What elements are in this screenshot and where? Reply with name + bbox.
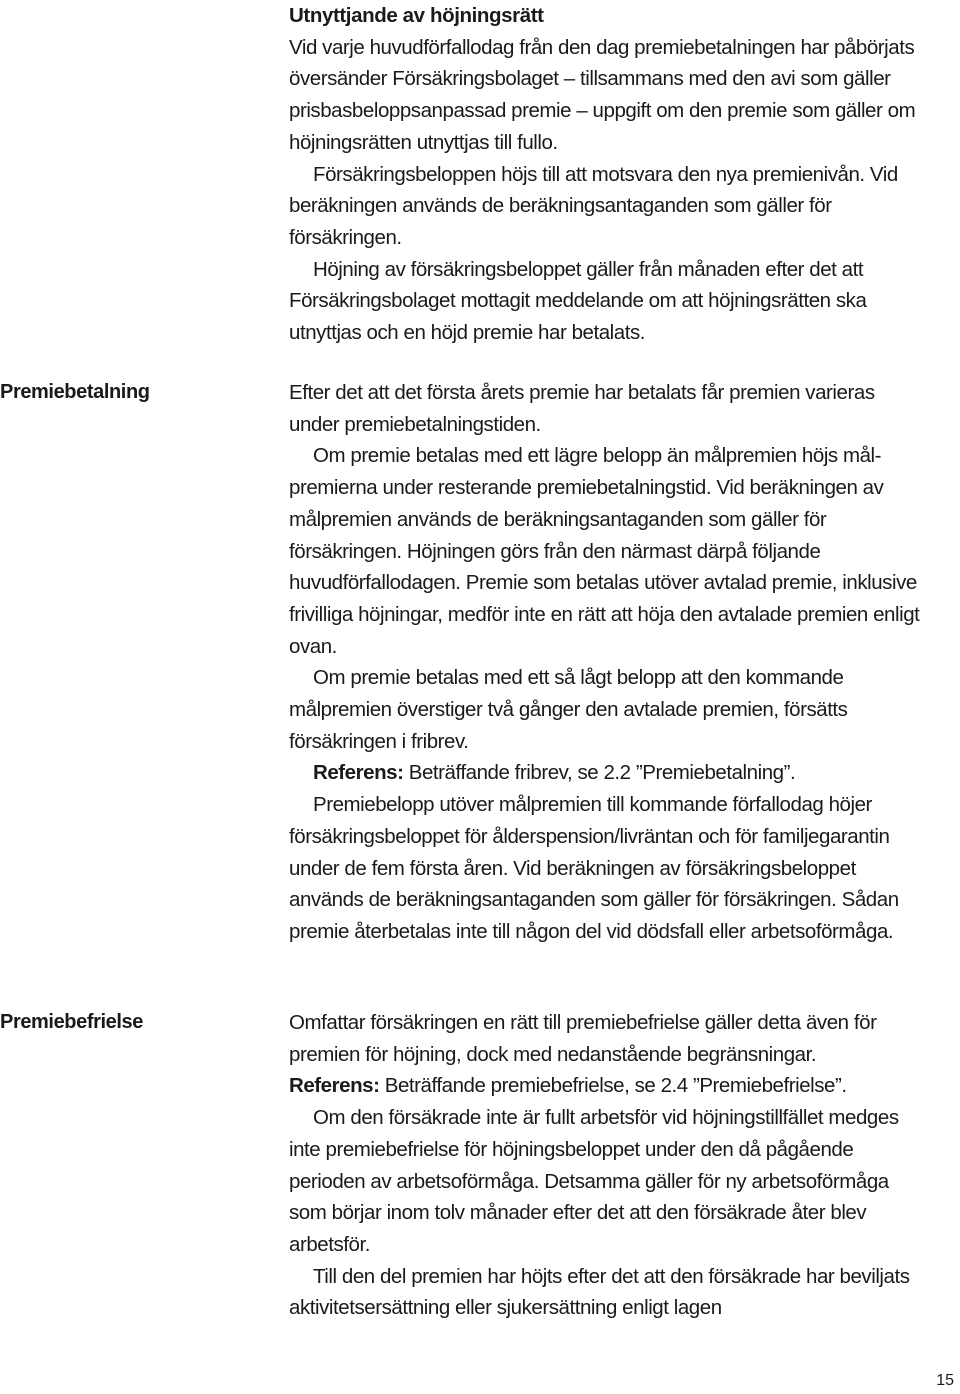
side-label-premiebefrielse: Premiebefrielse	[0, 1011, 143, 1033]
paragraph: Om premie betalas med ett lägre belopp än målpremien höjs målpremierna under resterande premiebetalningstid. Vid beräkningen av målpremien används de beräkningsantaganden som gäller för försäkringen. Höjningen görs från den närmast därpå följande huvudförfallodagen. Premie som betalas utöver avtalad premie, inklusive frivilliga höjningar, medför inte en rätt att höja den avtalade premien enligt ovan.	[289, 444, 920, 658]
paragraph: Om den försäkrade inte är fullt arbetsför vid höjningstillfället medges inte premiebefrielse för höjningsbeloppet under den då pågående perioden av arbetsoförmåga. Detsamma gäller för ny arbetsoförmåga som börjar inom tolv månader efter det att den försäkrade åter blev arbetsför.	[289, 1106, 899, 1256]
section-heading: Utnyttjande av höjningsrätt	[289, 4, 544, 27]
section-hojningsratt	[289, 0, 929, 349]
section-premiebetalning	[289, 377, 929, 948]
page-number: 15	[936, 1372, 954, 1389]
paragraph: Om premie betalas med ett så lågt belopp att den kommande målpremien överstiger två gånger den avtalade premien, försätts försäkringen i fribrev.	[289, 666, 848, 753]
paragraph: Efter det att det första årets premie har betalats får premien varieras under premiebetalningstiden.	[289, 381, 875, 436]
reference-text: Beträffande premiebefrielse, se 2.4 ”Premiebefrielse”.	[379, 1074, 847, 1098]
paragraph: Premiebelopp utöver målpremien till kommande förfallodag höjer försäkringsbeloppet för ålderspension/livräntan och för familjegarantin under de fem första åren. Vid beräkningen av försäkringsbeloppet används de beräkningsantaganden som gäller för försäkringen. Sådan premie återbetalas inte till någon del vid dödsfall eller arbetsoförmåga.	[289, 793, 899, 943]
paragraph: Vid varje huvudförfallodag från den dag premiebetalningen har påbörjats översänder Försäkringsbolaget – tillsammans med den avi som gäller prisbasbeloppsanpassad premie – uppgift om den premie som gäller om höjningsrätten utnyttjas till fullo.	[289, 35, 916, 154]
reference-line	[289, 1070, 929, 1102]
paragraph: Omfattar försäkringen en rätt till premiebefrielse gäller detta även för premien för höjning, dock med nedanstående begränsningar.	[289, 1011, 877, 1066]
section-premiebefrielse	[289, 1007, 929, 1324]
paragraph: Försäkringsbeloppen höjs till att motsvara den nya premienivån. Vid beräkningen används de beräkningsantaganden som gäller för försäkringen.	[289, 162, 898, 249]
side-label-premiebetalning: Premiebetalning	[0, 381, 150, 403]
paragraph: Till den del premien har höjts efter det att den försäkrade har beviljats aktivitetsersättning eller sjukersättning enligt lagen	[289, 1264, 910, 1320]
reference-label: Referens:	[313, 761, 404, 785]
paragraph: Höjning av försäkringsbeloppet gäller från månaden efter det att Försäkringsbolaget mottagit meddelande om att höjningsrätten ska utnyttjas och en höjd premie har betalats.	[289, 257, 867, 345]
reference-line	[289, 757, 929, 789]
reference-label: Referens:	[289, 1074, 380, 1098]
reference-text: Beträffande fribrev, se 2.2 ”Premiebetalning”.	[403, 761, 796, 785]
